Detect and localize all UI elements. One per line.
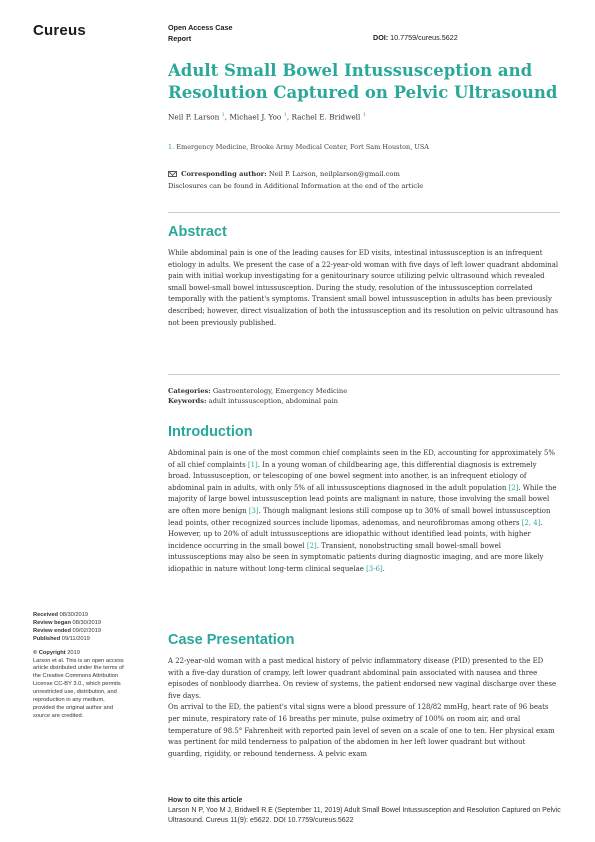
categories-block [168,386,347,406]
author-list [168,112,366,121]
author-name[interactable]: Rachel E. Bridwell [291,112,361,122]
received-label: Received [33,612,58,618]
citation-heading: How to cite this article [168,797,243,804]
doi-label: DOI: [373,33,389,42]
introduction-text-run: . In a young woman of childbearing age, this differential diagnosis is extremely broad. Intussusception, or telescoping of one bowel segment into another, is an infrequent etiology of abdominal pain in adults, with only 5% of all intussusceptions diagnosed in the adult population [168,460,537,492]
journal-logo[interactable] [33,22,86,39]
doi-value[interactable]: 10.7759/cureus.5622 [390,33,458,42]
copyright-label: © Copyright [33,649,66,656]
published-label: Published [33,635,61,642]
case-paragraph: On arrival to the ED, the patient's vital signs were a blood pressure of 128/82 mmHg, heart rate of 96 beats per minute, respiratory rate of 16 breaths per minute, pulse oximetry of 100% on room air, and oral temperature of 98.5° Fahrenheit with reported pain level of seven on a scale of one to ten. Her physical exam was pertinent for mild tenderness to palpation of the abdomen in her left lower quadrant but without guarding, rigidity, or rebound tenderness. A pelvic exam [168,703,555,758]
corresponding-author-label: Corresponding author: [181,170,267,178]
doi [373,33,458,42]
citation-block [168,796,568,826]
categories-label: Categories: [168,387,211,395]
introduction-text-run: . Transient, nonobstructing small bowel-small bowel intussusceptions may also be seen in symptomatic patients during diagnostic imaging, and are more likely idiopathic in nature without long-term clinical sequelae [168,541,544,573]
introduction-text-run: . Though malignant lesions still compose up to 30% of small bowel intussusception lead points, other recognized sources include lipomas, adenomas, and neurofibromas among others [168,506,551,527]
journal-logo-text: Cureus [33,22,86,39]
citation-link[interactable]: [3] [248,506,259,515]
affiliation-number: 1. [168,143,175,151]
author-separator: , [224,112,230,122]
received-date: 08/30/2019 [59,612,89,618]
citation-link[interactable]: [2] [508,483,519,492]
envelope-icon [168,171,177,177]
abstract-paragraph: While abdominal pain is one of the leading causes for ED visits, intestinal intussusception is an infrequent etiology in adults. We present the case of a 22-year-old woman with five days of left lower quadrant abdominal pain with initial workup investigating for a genitourinary source utilizing pelvic ultrasound which revealed small bowel-small bowel intussusception. During the study, resolution of the intussusception correlated temporally with the patient's symptoms. Transient small bowel intussusception in adults has been previously described; however, direct visualization of both the intussusception and its resolution on pelvic ultrasound has not been previously published. [168,249,559,327]
categories-value[interactable]: Gastroenterology, Emergency Medicine [212,387,348,395]
introduction-text-run: . However, up to 20% of adult intussusceptions are idiopathic without identified lead points, with higher incidence occurring in the small bowel [168,518,543,550]
citation-link[interactable]: [3-6] [366,564,383,573]
article-title-line1: Adult Small Bowel Intussusception and [168,61,533,80]
corresponding-author-block [168,169,423,192]
author-affiliation-mark[interactable]: 1 [283,112,287,118]
case-presentation-text [168,656,560,760]
review-ended-date: 09/02/2019 [72,627,101,634]
author-name[interactable]: Neil P. Larson [168,112,220,122]
citation-link[interactable]: [2] [306,541,317,550]
introduction-text [168,448,560,576]
introduction-paragraph [168,448,560,576]
affiliation-text: Emergency Medicine, Brooke Army Medical Center, Fort Sam Houston, USA [176,143,429,151]
case-presentation-heading: Case Presentation [168,632,295,648]
case-paragraph: A 22-year-old woman with a past medical history of pelvic inflammatory disease (PID) presented to the ED with a five-day duration of crampy, left lower quadrant abdominal pain associated with nausea and three episodes of nonbloody diarrhea. On review of systems, the patient endorsed new vaginal discharge over these five days. [168,657,557,700]
keywords-value[interactable]: adult intussusception, abdominal pain [208,397,338,405]
review-began-label: Review began [33,619,71,626]
review-began-date: 08/30/2019 [72,619,101,626]
corresponding-author-text[interactable]: Neil P. Larson, neilplarson@gmail.com [268,170,400,178]
copyright-year: 2019 [67,649,80,656]
article-type-line2: Report [168,34,192,43]
author-name[interactable]: Michael J. Yoo [229,112,282,122]
article-title-line2: Resolution Captured on Pelvic Ultrasound [168,82,558,102]
abstract-heading: Abstract [168,224,227,240]
review-ended-label: Review ended [33,627,71,634]
published-date: 09/11/2019 [61,635,90,642]
citation-link[interactable]: [1] [247,460,258,469]
article-title [168,60,568,103]
article-type-line1: Open Access Case [168,23,233,32]
article-type [168,22,232,44]
affiliation [168,143,429,151]
section-divider [168,212,560,213]
introduction-text-run: . [382,564,385,573]
disclosures-note: Disclosures can be found in Additional Information at the end of the article [168,181,424,190]
keywords-label: Keywords: [168,397,207,405]
abstract-text [168,248,560,329]
citation-text: Larson N P, Yoo M J, Bridwell R E (September 11, 2019) Adult Small Bowel Intussusception and Resolution Captured on Pelvic Ultrasound. Cureus 11(9): e5622. DOI 10.7759/cureus.5622 [168,807,561,824]
license-text: Larson et al. This is an open access article distributed under the terms of the Creative Commons Attribution License CC-BY 3.0., which permits unrestricted use, distribution, and reproduction in any medium, provided the original author and source are credited. [33,657,124,719]
section-divider [168,374,560,375]
author-affiliation-mark[interactable]: 1 [221,112,225,118]
article-history-sidebar [33,612,128,721]
author-affiliation-mark[interactable]: 1 [362,112,366,118]
introduction-heading: Introduction [168,424,253,440]
author-separator: , [286,112,292,122]
introduction-text-run: Abdominal pain is one of the most common chief complaints seen in the ED, accounting for approximately 5% of all chief complaints [168,449,556,469]
citation-link[interactable]: [2, 4] [521,518,541,527]
introduction-text-run: . While the majority of large bowel intussusception lead points are malignant in nature, those involving the small bowel are often more benign [168,483,557,515]
